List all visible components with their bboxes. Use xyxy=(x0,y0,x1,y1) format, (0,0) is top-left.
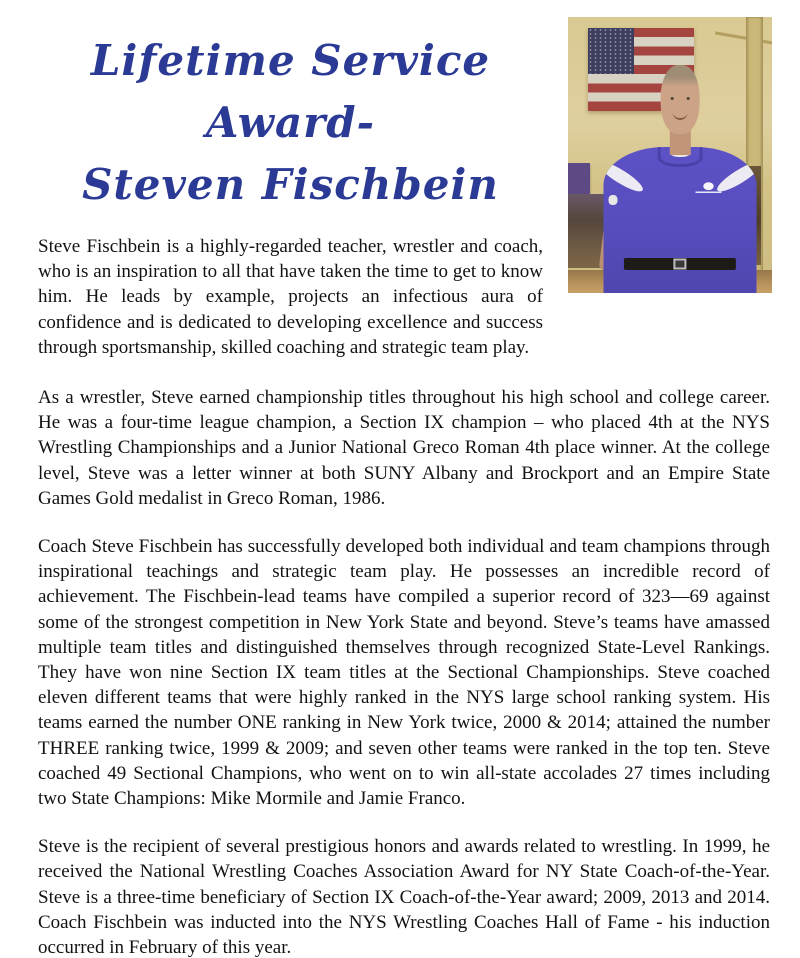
paragraph-intro: Steve Fischbein is a highly-regarded teacher, wrestler and coach, who is an inspiration to all that have taken the time to get to know him. He leads by example, projects an infectious aura of confidence and is dedicated to developing excellence and success through sportsmanship, skilled coaching and strategic team play. xyxy=(38,236,543,358)
paragraph-wrestler-career: As a wrestler, Steve earned championship titles throughout his high school and college career. He was a four-time league champion, a Section IX champion – who placed 4th at the NYS Wrestling Championships and a Junior National Greco Roman 4th place winner. At the college level, Steve was a letter winner at both SUNY Albany and Brockport and an Empire State Games Gold medalist in Greco Roman, 1986. xyxy=(38,387,770,509)
page-title xyxy=(38,30,543,216)
article-content xyxy=(38,0,770,958)
paragraph-honors-awards: Steve is the recipient of several prestigious honors and awards related to wrestling. In 1999, he received the National Wrestling Coaches Association Award for NY State Coach-of-the-Year. Steve is a three-time beneficiary of Section IX Coach-of-the-Year award; 2009, 2013 and 2014. Coach Fischbein was inducted into the NYS Wrestling Coaches Hall of Fame - his induction occurred in February of this year. xyxy=(38,836,770,958)
title-line-2: Steven Fischbein xyxy=(82,160,499,209)
title-line-1: Lifetime Service Award- xyxy=(90,36,491,147)
paragraph-coaching-record: Coach Steve Fischbein has successfully developed both individual and team champions through inspirational teachings and strategic team play. He possesses an incredible record of achievement. The Fischbein-lead teams have compiled a superior record of 323—69 against some of the strongest competition in New York State and beyond. Steve’s teams have amassed multiple team titles and distinguished themselves through recognized State-Level Rankings. They have won nine Section IX team titles at the Sectional Championships. Steve coached eleven different teams that were highly ranked in the NYS large school ranking system. His teams earned the number ONE ranking in New York twice, 2000 & 2014; attained the number THREE ranking twice, 1999 & 2009; and seven other teams were ranked in the top ten. Steve coached 49 Sectional Champions, who went on to win all-state accolades 27 times including two State Champions: Mike Mormile and Jamie Franco. xyxy=(38,536,770,810)
